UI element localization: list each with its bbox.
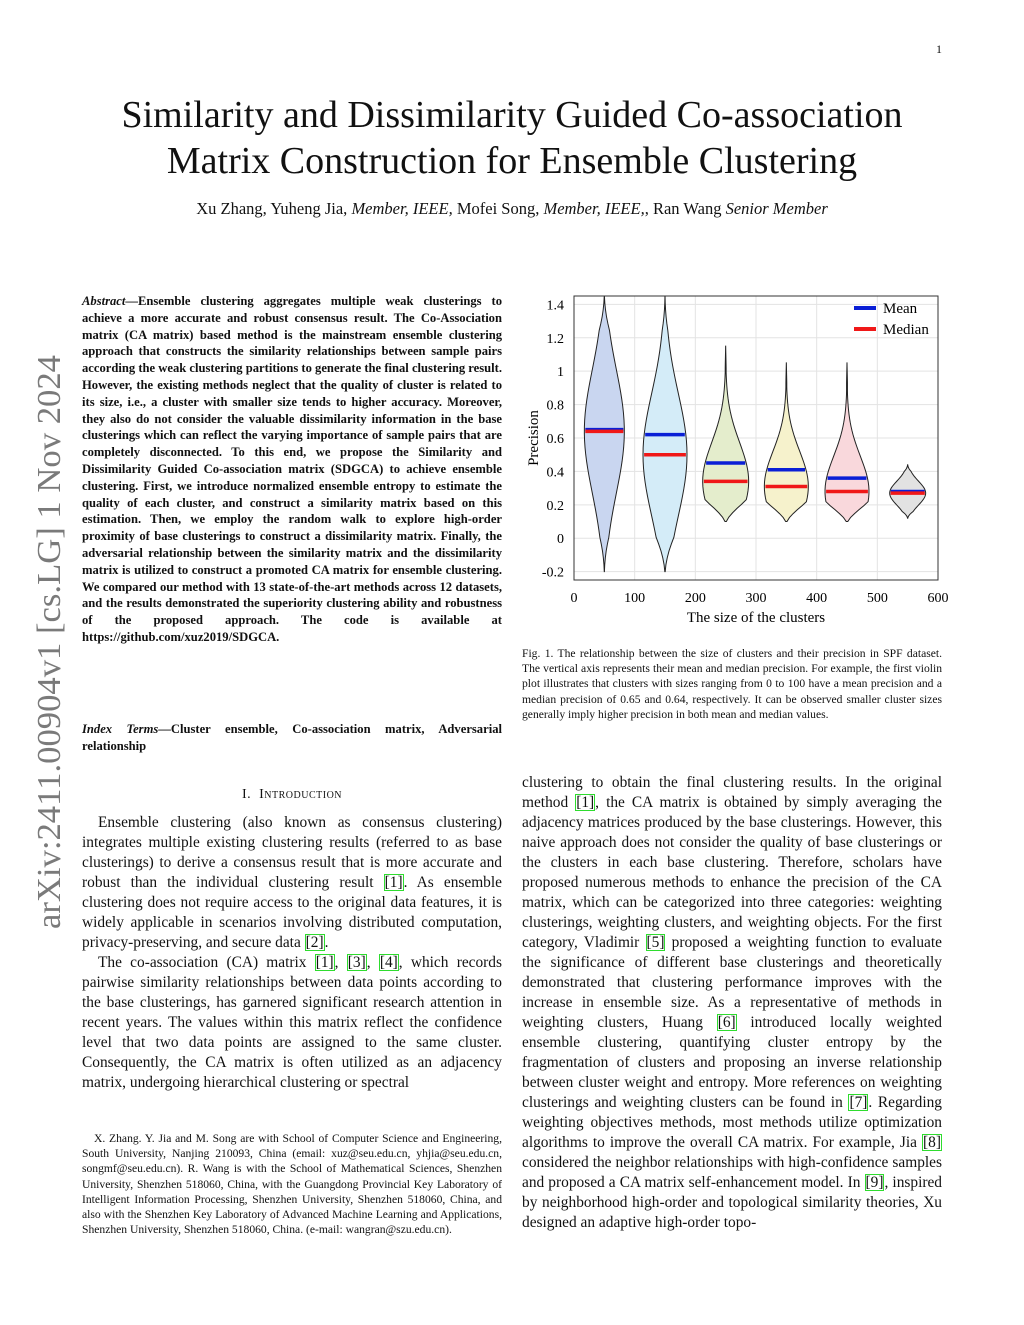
text-span: , the CA matrix is obtained by simply averaging the adjacency matrices produced by the base clusterings. However, this naive approach does not consider the quality of base clusterings or the clusters in each base clustering. Therefore, scholars have proposed numerous methods to enhance the precision of the CA matrix, which can be categorized into three categories: weighting clusterings, weighting clusters, and weighting objects. For the first category, Vladimir (522, 794, 942, 951)
y-tick-label: -0.2 (541, 565, 564, 581)
violin-200-300 (703, 346, 749, 521)
figure-caption: Fig. 1. The relationship between the size of clusters and their precision in SPF dataset. The vertical axis represents their mean and median precision. For example, the first violin plot illustrates that clusters with sizes ranging from 0 to 100 have a mean precision and a median precision of 0.65 and 0.64, respectively. It can be observed smaller cluster sizes generally imply higher precision in both mean and median values. (522, 647, 942, 721)
arxiv-id-text: arXiv:2411.00904v1 [cs.LG] 1 Nov 2024 (31, 373, 68, 929)
abstract (82, 293, 502, 646)
intro-paragraph-continued (522, 773, 942, 1233)
author-list (40, 199, 984, 219)
citation-link[interactable]: [3] (347, 954, 366, 971)
text-span: introduced locally weighted ensemble clustering, quantifying cluster entropy by the fragmentation of clusters and proposing an inverse relationship between cluster weight and entropy. More references on weighting clusterings and weighting clusters can be found in (522, 1014, 942, 1111)
author-role-3: Senior Member (725, 199, 828, 218)
text-span: . As ensemble clustering does not require access to the original data features, it is widely applicable in scenarios involving distributed computation, privacy-preserving, and secure data (82, 874, 502, 951)
y-tick-label: 0.2 (546, 498, 564, 514)
y-tick-label: 1 (557, 365, 564, 381)
right-column-body (522, 773, 942, 1233)
citation-link[interactable]: [5] (646, 934, 665, 951)
text-span: , (334, 954, 347, 971)
index-terms (82, 721, 502, 755)
text-span: considered the neighbor relationships with high-confidence samples and proposed a CA matrix self-enhancement model. In (522, 1154, 942, 1191)
y-tick-label: 0.4 (546, 465, 564, 481)
text-span: proposed a weighting function to evaluate the significance of different base clusterings and theoretically demonstrated that clustering performance improves with the increase in ensemble size. As a representative of methods in weighting clusters, Huang (522, 934, 942, 1031)
violin-chart (518, 290, 948, 630)
paper-title (40, 92, 984, 184)
x-tick-label: 0 (570, 591, 578, 606)
violin-300-400 (764, 363, 808, 522)
author-affiliation-footnote (82, 1131, 502, 1237)
y-tick-label: 0.6 (546, 432, 564, 447)
author-names-3: , Ran Wang (644, 199, 726, 218)
legend-label-mean: Mean (883, 301, 918, 317)
left-column-body (82, 813, 502, 1093)
x-tick-label: 400 (806, 591, 828, 606)
citation-link[interactable]: [8] (923, 1134, 941, 1151)
violin-400-500 (825, 363, 869, 522)
intro-paragraph-2 (82, 953, 502, 1093)
y-tick-label: 0 (557, 532, 564, 548)
x-tick-label: 500 (866, 591, 888, 606)
title-line-1: Similarity and Dissimilarity Guided Co-association (121, 94, 903, 136)
author-role-2: Member, IEEE, (543, 199, 645, 218)
title-line-2: Matrix Construction for Ensemble Clustering (166, 140, 858, 182)
page-number: 1 (936, 42, 942, 56)
abstract-text: —Ensemble clustering aggregates multiple weak clusterings to achieve a more accurate and robust consensus result. The Co-Association matrix (CA matrix) based method is the mainstream ensemble clustering approach that constructs the similarity relationships between sample pairs according the weak clustering partitions to generate the final clustering result. However, the existing methods neglect that the quality of cluster is related to its size, i.e., a cluster with smaller size tends to higher accuracy. Moreover, they also do not consider the valuable dissimilarity information in the base clusterings which can reflect the varying importance of sample pairs that are completely disconnected. To this end, we propose the Similarity and Dissimilarity Guided Co-association matrix (SDGCA) to achieve ensemble clustering. First, we introduce normalized ensemble entropy to estimate the quality of each cluster, and construct a similarity matrix based on this estimation. Then, we employ the random walk to explore high-order proximity of base clusterings to construct a dissimilarity matrix. Finally, the adversarial relationship between the similarity matrix and the dissimilarity matrix is utilized to construct a promoted CA matrix for ensemble clustering. We compared our method with 13 state-of-the-art methods across 12 datasets, and the results demonstrated the superiority clustering ability and robustness of the proposed approach. The code is available at https://github.com/xuz2019/SDGCA. (82, 294, 502, 644)
footnote-text: X. Zhang. Y. Jia and M. Song are with School of Computer Science and Engineering, South University, Nanjing 210093, China (email: xuz@seu.edu.cn, yhjia@seu.edu.cn, songmf@seu.edu.cn). R. Wang is with the School of Mathematical Sciences, Shenzhen University, Shenzhen 518060, China, with the Guangdong Provincial Key Laboratory of Intelligent Information Processing, Shenzhen University, Shenzhen 518060, China, and also with the Shenzhen Key Laboratory of Advanced Machine Learning and Applications, Shenzhen University, Shenzhen 518060, China. (e-mail: wangran@szu.edu.cn). (82, 1132, 502, 1237)
y-tick-label: 0.8 (546, 398, 564, 414)
citation-link[interactable]: [4] (379, 954, 398, 971)
x-tick-label: 600 (927, 591, 948, 606)
text-span: clustering to obtain the final clustering results. In the original method (522, 774, 942, 811)
author-names-2: Mofei Song, (452, 199, 544, 218)
citation-link[interactable]: [6] (717, 1014, 736, 1031)
text-span: Ensemble clustering (also known as consensus clustering) integrates multiple existing clustering results (referred to as base clusterings) to derive a consensus result that is more accurate and robust than the individual clustering result (82, 814, 502, 891)
text-span: . Regarding weighting objectives methods, most methods utilize optimization algorithms to improve the overall CA matrix. For example, Jia (522, 1094, 942, 1151)
x-tick-label: 300 (745, 591, 767, 606)
abstract-label: Abstract (82, 294, 126, 308)
index-terms-label: Index Terms (82, 722, 159, 736)
citation-link[interactable]: [1] (576, 794, 595, 811)
text-span: , which records pairwise similarity relationships between data points according to the base clusterings, has garnered significant research attention in recent years. The values within this matrix reflect the confidence level that two data points are assigned to the same cluster. Consequently, the CA matrix is often utilized as an adjacency matrix, undergoing hierarchical clustering or spectral (82, 954, 502, 1091)
citation-link[interactable]: [1] (384, 874, 403, 891)
section-name: Introduction (259, 787, 343, 802)
legend-label-median: Median (883, 322, 929, 338)
section-number: I. (241, 787, 252, 802)
x-axis-label: The size of the clusters (686, 610, 826, 626)
citation-link[interactable]: [9] (865, 1174, 884, 1191)
citation-link[interactable]: [1] (315, 954, 334, 971)
arxiv-identifier (14, 353, 76, 933)
text-span: . (324, 934, 329, 951)
text-span: , inspired by neighborhood high-order and topological similarity theories, Xu designed an adaptive high-order topo- (522, 1174, 942, 1231)
index-terms-text: —Cluster ensemble, Co-association matrix, Adversarial relationship (82, 722, 502, 753)
citation-link[interactable]: [7] (849, 1094, 868, 1111)
intro-paragraph-1 (82, 813, 502, 953)
y-tick-label: 1.4 (546, 298, 564, 314)
citation-link[interactable]: [2] (305, 934, 324, 951)
figure-1 (518, 290, 948, 630)
y-tick-label: 1.2 (546, 331, 564, 347)
text-span: , (366, 954, 379, 971)
author-role-1: Member, IEEE, (351, 199, 453, 218)
text-span: The co-association (CA) matrix (98, 954, 315, 971)
x-tick-label: 200 (684, 591, 706, 606)
author-names-1: Xu Zhang, Yuheng Jia, (196, 199, 352, 218)
y-axis-label: Precision (526, 410, 542, 466)
x-tick-label: 100 (624, 591, 646, 606)
section-heading (82, 787, 502, 803)
